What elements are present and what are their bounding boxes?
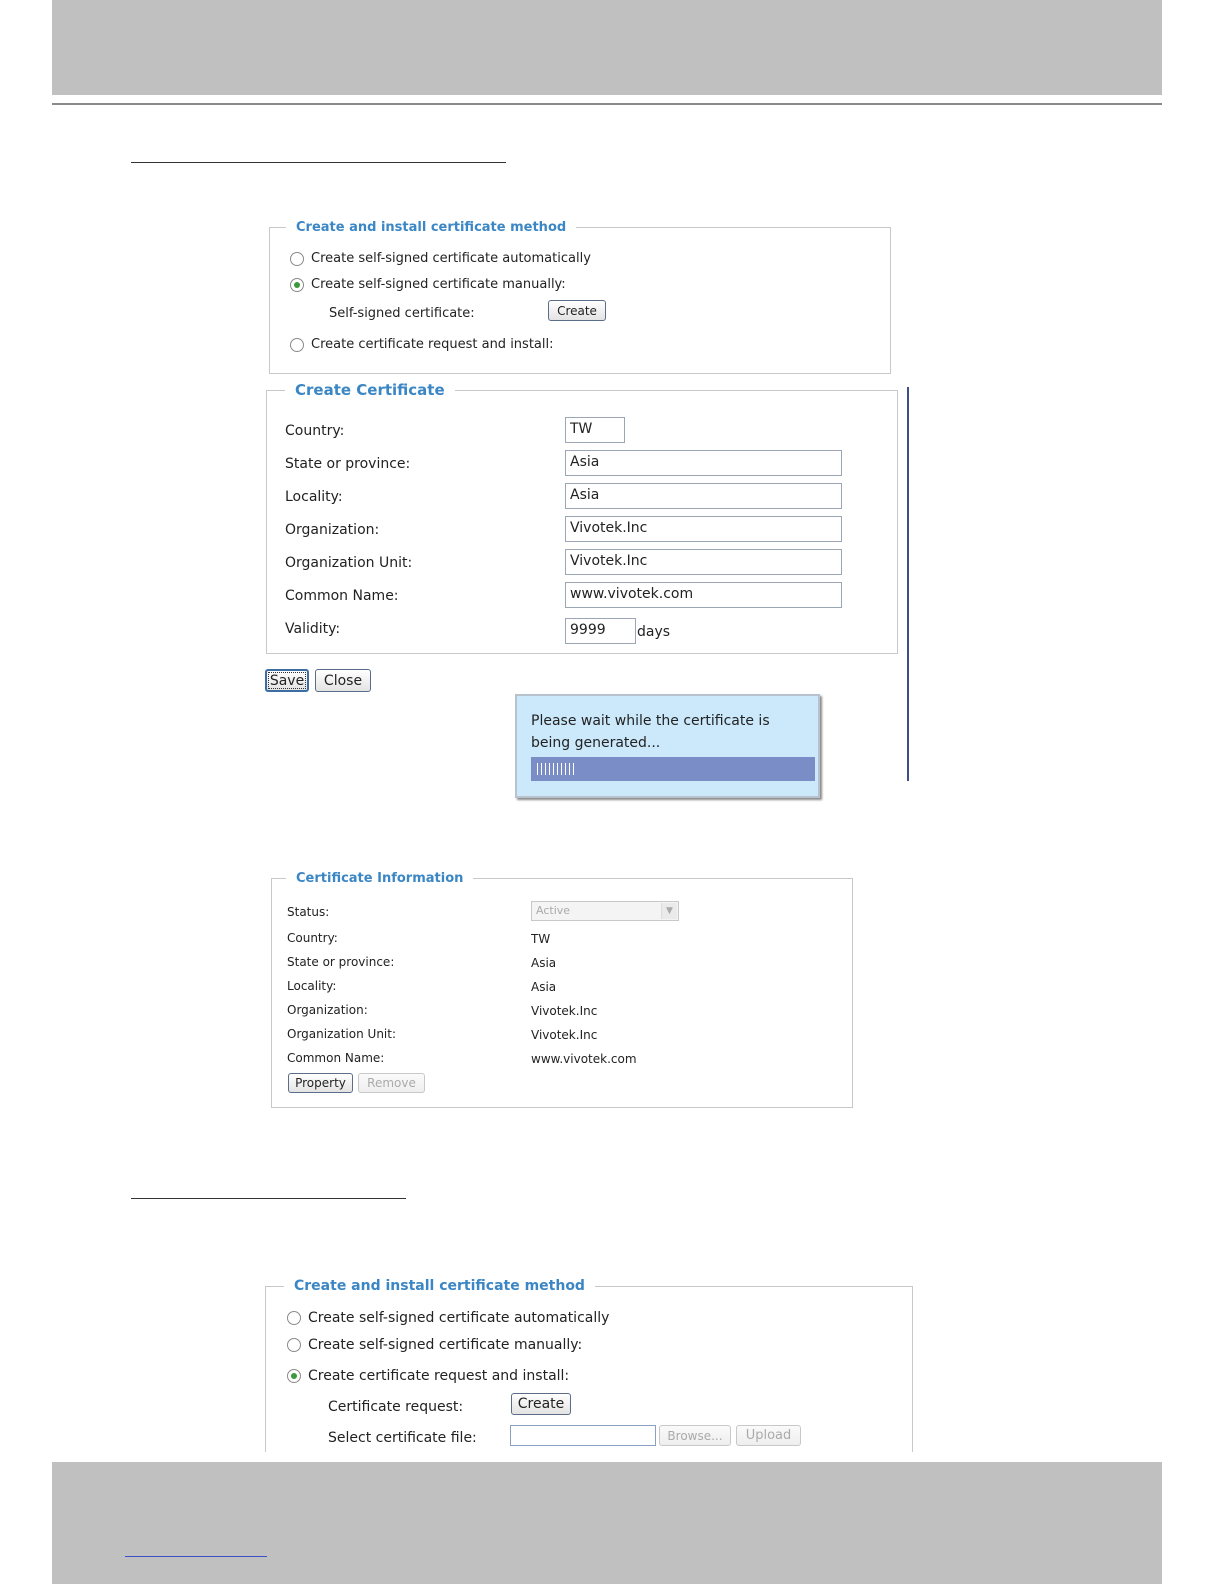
status-select[interactable]: [531, 901, 679, 921]
organization-unit-label: Organization Unit:: [285, 555, 413, 571]
method-legend-2: Create and install certificate method: [284, 1278, 595, 1294]
locality-input[interactable]: Asia: [565, 483, 842, 509]
upload-button[interactable]: Upload: [736, 1425, 801, 1446]
chevron-down-icon: ▼: [661, 903, 677, 919]
radio-button-icon[interactable]: [290, 278, 304, 292]
info-organization-unit-value: Vivotek.Inc: [531, 1028, 598, 1042]
common-name-label: Common Name:: [285, 588, 399, 604]
info-locality-value: Asia: [531, 980, 557, 994]
close-button[interactable]: Close: [315, 669, 371, 692]
radio-label: Create self-signed certificate automatically: [311, 251, 591, 266]
country-input[interactable]: TW: [565, 417, 625, 443]
wait-dialog: [515, 694, 820, 798]
radio-create-manual[interactable]: [290, 277, 566, 292]
info-organization-value: Vivotek.Inc: [531, 1004, 598, 1018]
info-common-name-value: www.vivotek.com: [531, 1052, 637, 1066]
wait-message: Please wait while the certificate is being generated...: [531, 713, 770, 751]
self-signed-label: Self-signed certificate:: [329, 306, 475, 321]
info-locality-label: Locality:: [287, 979, 337, 993]
footer-band: [52, 1462, 1162, 1584]
save-button[interactable]: Save: [265, 669, 309, 692]
section-heading-underline-2: [131, 1198, 406, 1199]
validity-unit: days: [637, 624, 671, 640]
radio-create-request[interactable]: [290, 337, 554, 352]
status-select-value: Active: [536, 904, 571, 917]
state-input[interactable]: Asia: [565, 450, 842, 476]
organization-label: Organization:: [285, 522, 380, 538]
certificate-file-input[interactable]: [510, 1425, 656, 1446]
country-label: Country:: [285, 423, 345, 439]
radio-label: Create certificate request and install:: [308, 1368, 570, 1384]
certificate-request-label: Certificate request:: [328, 1399, 464, 1415]
method-legend-1: Create and install certificate method: [286, 220, 576, 235]
create-certificate-legend: Create Certificate: [285, 381, 455, 399]
status-label: Status:: [287, 905, 330, 919]
radio-label: Create certificate request and install:: [311, 337, 554, 352]
header-rule: [52, 103, 1162, 105]
info-state-label: State or province:: [287, 955, 395, 969]
info-organization-label: Organization:: [287, 1003, 368, 1017]
organization-unit-input[interactable]: Vivotek.Inc: [565, 549, 842, 575]
organization-input[interactable]: Vivotek.Inc: [565, 516, 842, 542]
info-common-name-label: Common Name:: [287, 1051, 385, 1065]
state-label: State or province:: [285, 456, 411, 472]
radio-create-manual-2[interactable]: [287, 1337, 582, 1353]
browse-button[interactable]: Browse...: [659, 1425, 731, 1446]
radio-create-request-2[interactable]: [287, 1368, 569, 1384]
validity-input[interactable]: 9999: [565, 618, 636, 644]
radio-button-icon[interactable]: [290, 252, 304, 266]
radio-create-auto-2[interactable]: [287, 1310, 609, 1326]
footer-link-underline[interactable]: [125, 1556, 267, 1557]
info-state-value: Asia: [531, 956, 557, 970]
header-band: [52, 0, 1162, 95]
progress-fill: [537, 763, 575, 775]
create-self-signed-button[interactable]: Create: [548, 300, 606, 321]
radio-button-icon[interactable]: [287, 1338, 301, 1352]
select-file-label: Select certificate file:: [328, 1430, 477, 1446]
progress-bar: [531, 757, 815, 781]
dialog-edge-line: [907, 387, 909, 781]
remove-button[interactable]: Remove: [358, 1073, 425, 1093]
info-country-label: Country:: [287, 931, 338, 945]
common-name-input[interactable]: www.vivotek.com: [565, 582, 842, 608]
section-heading-underline: [131, 162, 506, 163]
property-button[interactable]: Property: [288, 1073, 353, 1093]
radio-create-auto[interactable]: [290, 251, 591, 266]
validity-label: Validity:: [285, 621, 341, 637]
radio-label: Create self-signed certificate manually:: [311, 277, 566, 292]
radio-button-icon[interactable]: [290, 338, 304, 352]
locality-label: Locality:: [285, 489, 343, 505]
radio-button-icon[interactable]: [287, 1369, 301, 1383]
radio-button-icon[interactable]: [287, 1311, 301, 1325]
radio-label: Create self-signed certificate automatically: [308, 1310, 610, 1326]
radio-label: Create self-signed certificate manually:: [308, 1337, 583, 1353]
create-request-button[interactable]: Create: [511, 1393, 571, 1415]
info-organization-unit-label: Organization Unit:: [287, 1027, 397, 1041]
info-country-value: TW: [531, 932, 551, 946]
certificate-information-legend: Certificate Information: [286, 871, 473, 886]
